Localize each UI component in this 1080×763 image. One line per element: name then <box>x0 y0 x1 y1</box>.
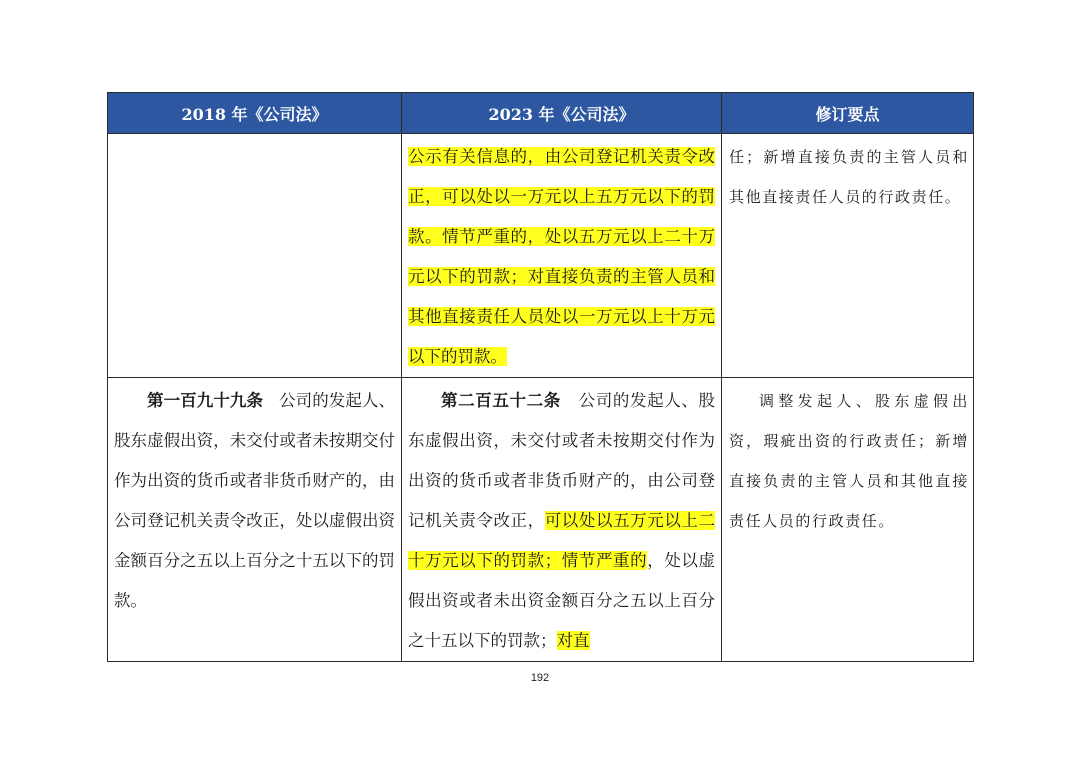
header-2018-law: 2018 年《公司法》 <box>108 93 402 134</box>
cell-2018-text <box>108 378 402 662</box>
cell-revision-note: 任；新增直接负责的主管人员和其他直接责任人员的行政责任。 <box>722 134 974 378</box>
cell-2023-text <box>402 378 722 662</box>
cell-2018-text <box>108 134 402 378</box>
highlighted-text: 可以处以五万元以上二十万元以下的罚款；情节严重的 <box>408 511 716 570</box>
cell-2023-text <box>402 134 722 378</box>
article-text: 公司的发起人、股东虚假出资，未交付或者未按期交付作为出资的货币或者非货币财产的，由公司登记机关责令改正， <box>408 391 716 530</box>
article-number: 第一百九十九条 <box>147 391 264 410</box>
header-row <box>108 93 974 134</box>
highlighted-text: 对直 <box>556 631 590 650</box>
header-revision-points: 修订要点 <box>722 93 974 134</box>
highlighted-text: 公示有关信息的，由公司登记机关责令改正，可以处以一万元以上五万元以下的罚款。情节严重的，处以五万元以上二十万元以下的罚款；对直接负责的主管人员和其他直接责任人员处以一万元以上十万元以下的罚款。 <box>408 147 715 366</box>
article-text: ，处以虚假出资或者未出资金额百分之五以上百分之十五以下的罚款； <box>408 551 716 650</box>
article-text: 公司的发起人、股东虚假出资，未交付或者未按期交付作为出资的货币或者非货币财产的，由公司登记机关责令改正，处以虚假出资金额百分之五以上百分之十五以下的罚款。 <box>114 391 395 610</box>
table-row <box>108 378 974 662</box>
article-number: 第二百五十二条 <box>441 391 561 410</box>
page-number: 192 <box>530 672 550 684</box>
table-row <box>108 134 974 378</box>
comparison-table <box>107 92 974 662</box>
header-2023-law: 2023 年《公司法》 <box>402 93 722 134</box>
cell-revision-note: 调整发起人、股东虚假出资，瑕疵出资的行政责任；新增直接负责的主管人员和其他直接责任人员的行政责任。 <box>722 378 974 662</box>
